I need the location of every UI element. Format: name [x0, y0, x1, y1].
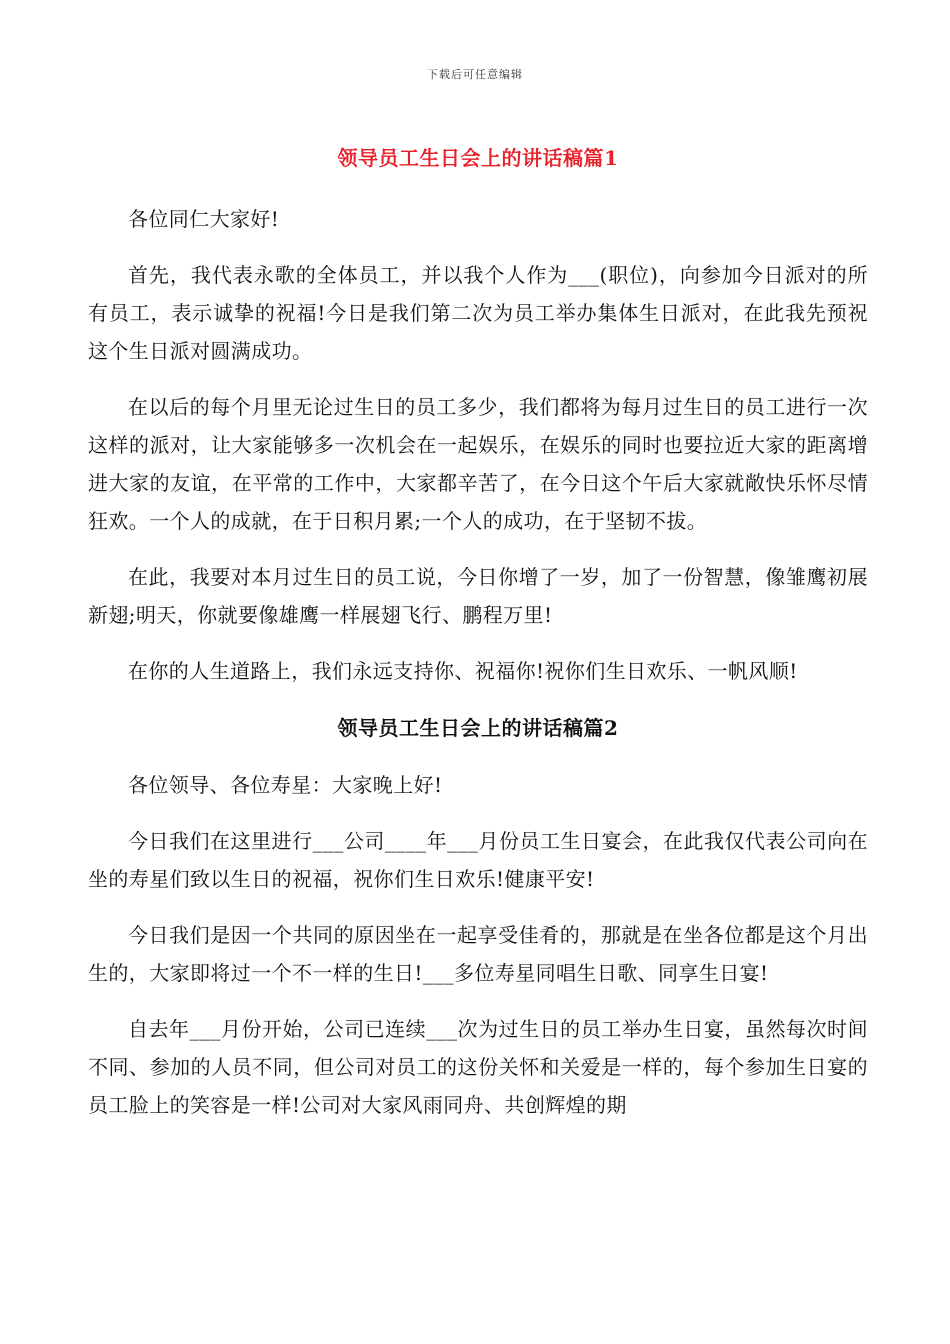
section-2-paragraph-1: 各位领导、各位寿星：大家晚上好! — [128, 773, 443, 797]
section-2-paragraph-4: 自去年___月份开始，公司已连续___次为过生日的员工举办生日宴，虽然每次时间不同、参加的人员不同，但公司对员工的这份关怀和关爱是一样的，每个参加生日宴的员工脸上的笑容是一样!公司对大家风雨同舟、共创辉煌的期 — [88, 1017, 868, 1117]
section-1-title: 领导员工生日会上的讲话稿篇1 — [337, 146, 619, 170]
section-1-paragraph-5: 在你的人生道路上，我们永远支持你、祝福你!祝你们生日欢乐、一帆风顺! — [128, 659, 798, 683]
section-2-title: 领导员工生日会上的讲话稿篇2 — [337, 716, 619, 740]
document-body — [88, 138, 868, 1142]
header-note: 下载后可任意编辑 — [427, 68, 523, 81]
section-1-paragraph-2: 首先，我代表永歌的全体员工，并以我个人作为___(职位)，向参加今日派对的所有员工，表示诚挚的祝福!今日是我们第二次为员工举办集体生日派对，在此我先预祝这个生日派对圆满成功。 — [88, 263, 868, 363]
section-1-paragraph-4: 在此，我要对本月过生日的员工说，今日你增了一岁，加了一份智慧，像雏鹰初展新翅;明天，你就要像雄鹰一样展翅飞行、鹏程万里! — [88, 565, 868, 627]
section-2-paragraph-2: 今日我们在这里进行___公司____年___月份员工生日宴会，在此我仅代表公司向在坐的寿星们致以生日的祝福，祝你们生日欢乐!健康平安! — [88, 829, 868, 891]
section-2-paragraph-3: 今日我们是因一个共同的原因坐在一起享受佳肴的，那就是在坐各位都是这个月出生的，大家即将过一个不一样的生日!___多位寿星同唱生日歌、同享生日宴! — [88, 923, 868, 985]
section-1-paragraph-1: 各位同仁大家好! — [128, 207, 280, 231]
section-1-paragraph-3: 在以后的每个月里无论过生日的员工多少，我们都将为每月过生日的员工进行一次这样的派对，让大家能够多一次机会在一起娱乐，在娱乐的同时也要拉近大家的距离增进大家的友谊，在平常的工作中，大家都辛苦了，在今日这个午后大家就敞快乐怀尽情狂欢。一个人的成就，在于日积月累;一个人的成功，在于坚韧不拔。 — [88, 395, 868, 533]
